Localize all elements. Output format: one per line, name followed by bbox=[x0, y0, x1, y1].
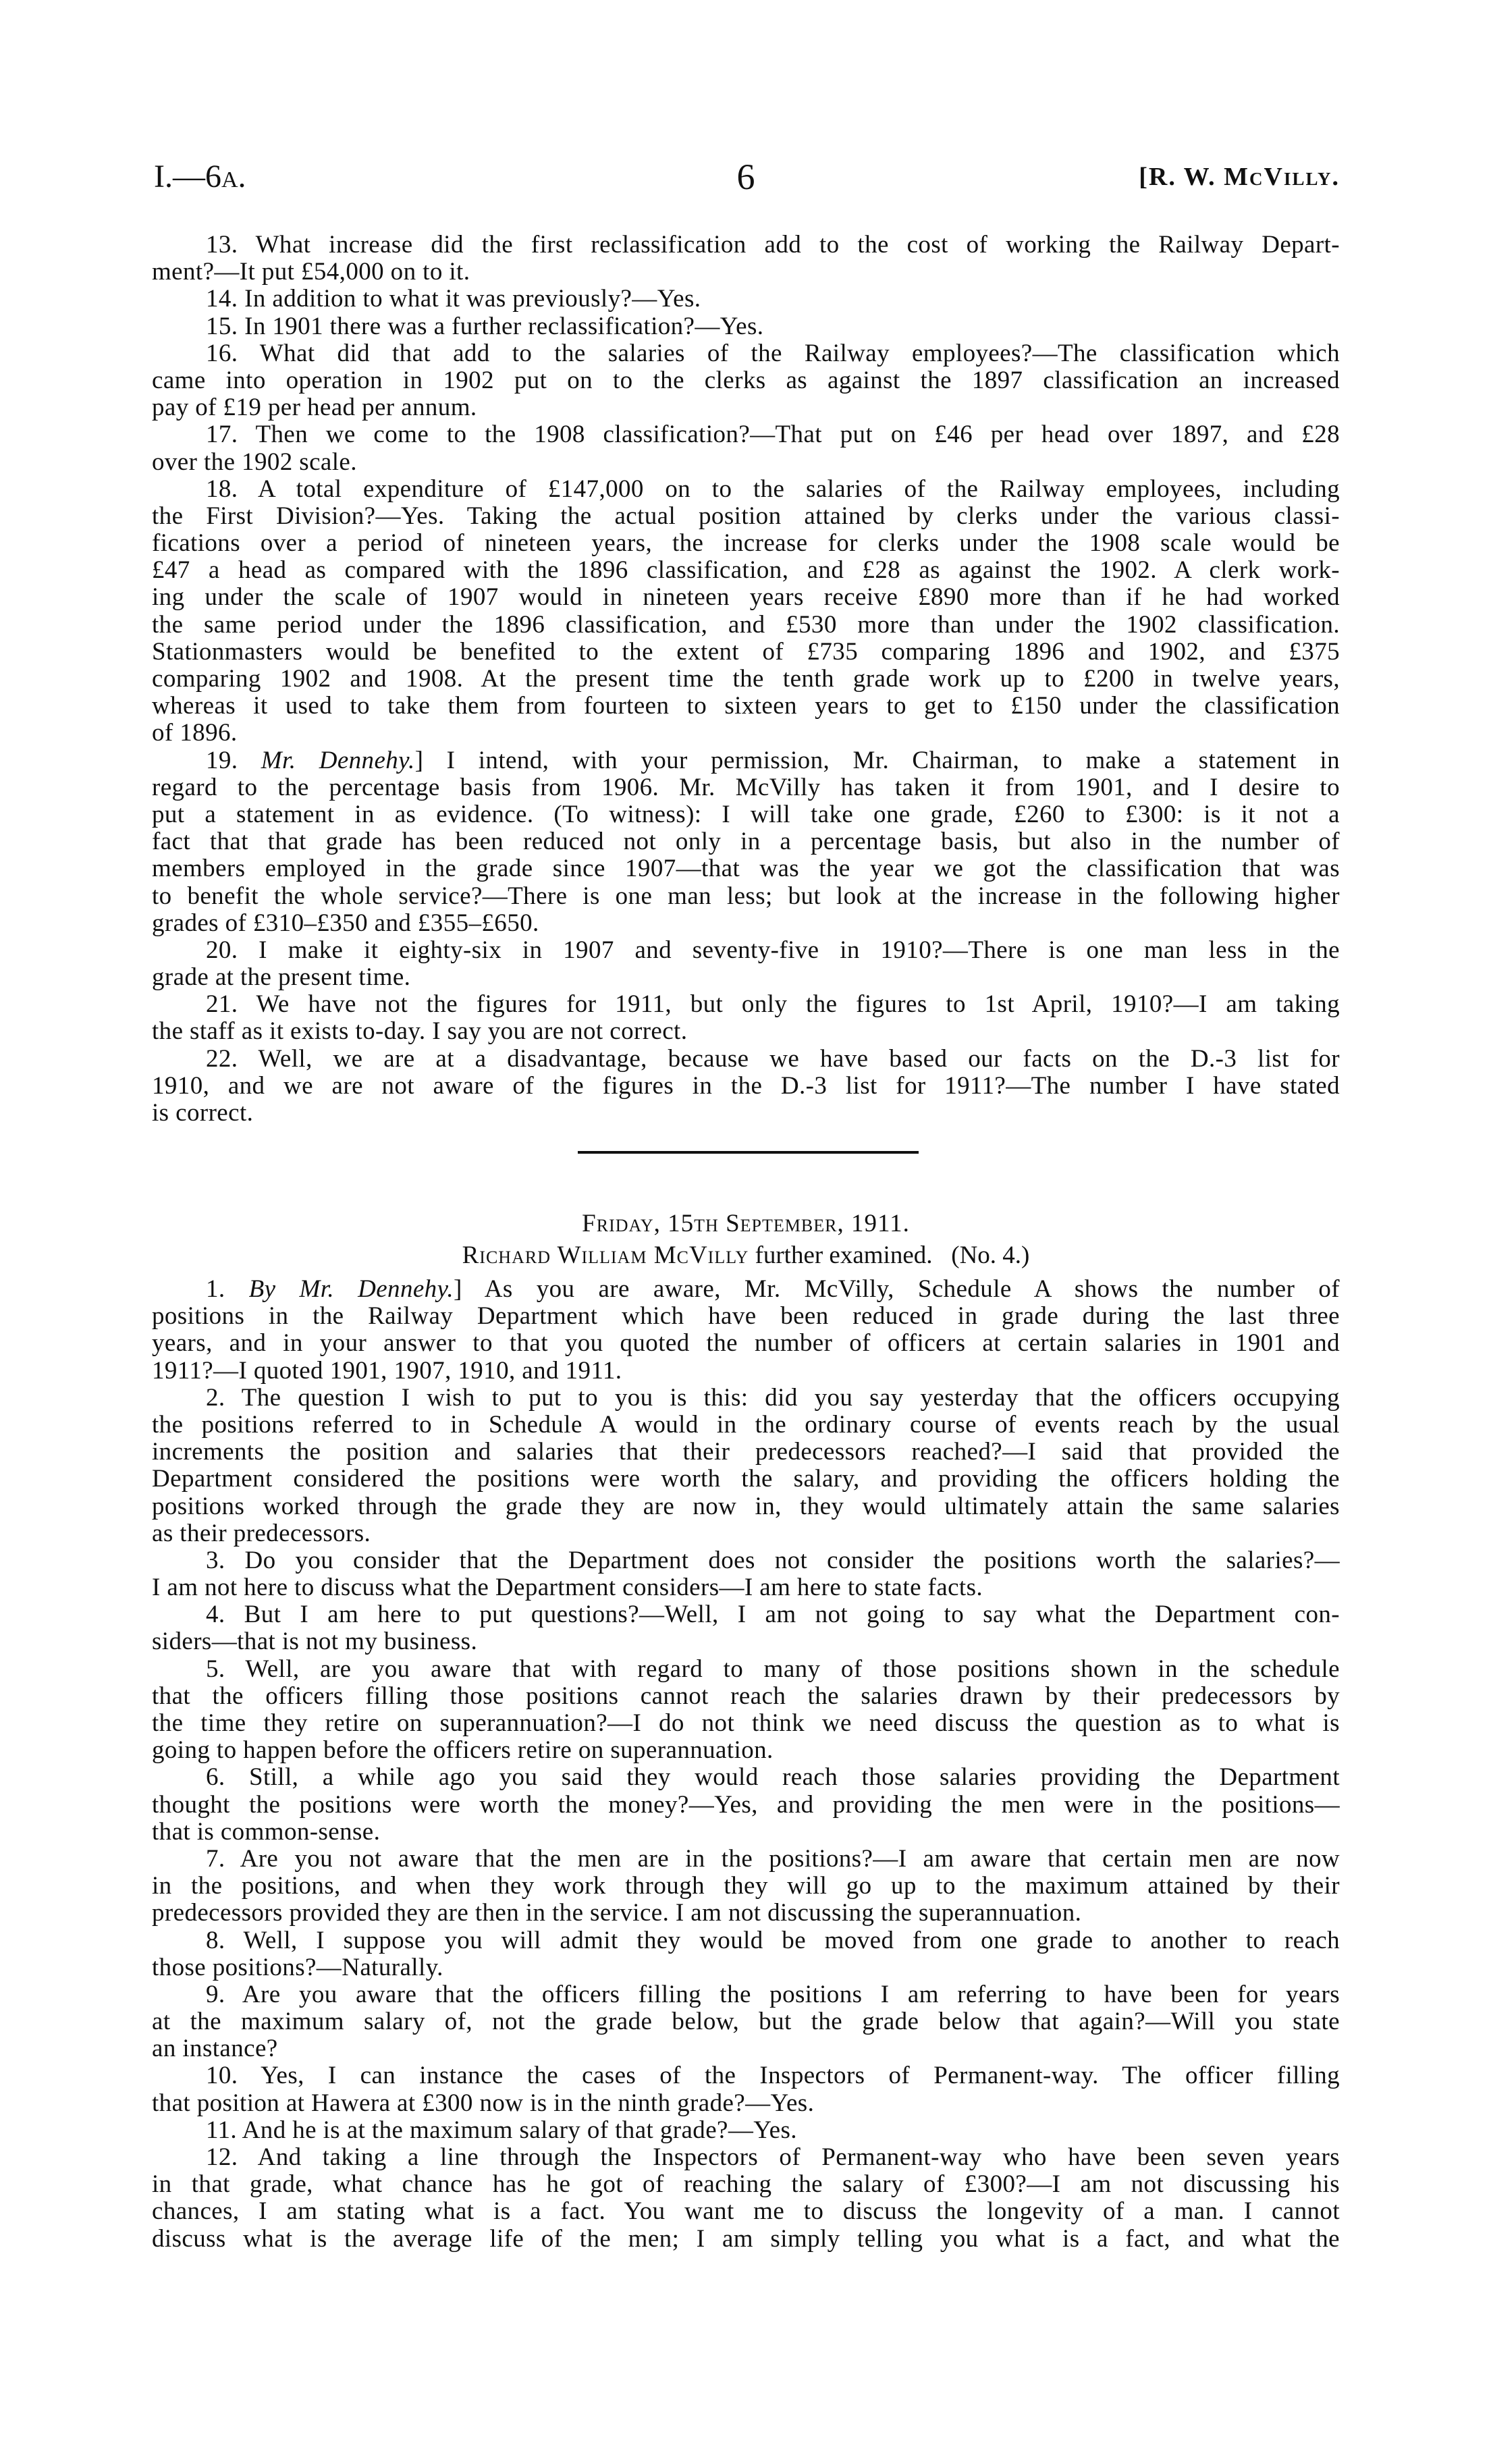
text-line: to benefit the whole service?—There is one man less; but look at the increase in the following higher bbox=[152, 882, 1340, 910]
text-line: comparing 1902 and 1908. At the present time the tenth grade work up to £200 in twelve years, bbox=[152, 665, 1340, 693]
line-text: ] As you are aware, Mr. McVilly, Schedule A shows the number of bbox=[454, 1275, 1340, 1303]
text-line: that is common-sense. bbox=[152, 1817, 381, 1846]
evidence-paragraph bbox=[152, 232, 1340, 286]
witness-heading bbox=[152, 1241, 1340, 1270]
text-line: 3. Do you consider that the Department does not consider the positions worth the salaries?— bbox=[206, 1546, 1340, 1574]
text-line: ment?—It put £54,000 on to it. bbox=[152, 258, 470, 286]
text-line: those positions?—Naturally. bbox=[152, 1953, 443, 1981]
examiner-name: By Mr. Dennehy. bbox=[248, 1275, 454, 1303]
text-line: at the maximum salary of, not the grade below, but the grade below that again?—Will you state bbox=[152, 2008, 1340, 2036]
text-line: £47 a head as compared with the 1896 classification, and £28 as against the 1902. A clerk work- bbox=[152, 556, 1340, 585]
question-number: 1. bbox=[206, 1275, 249, 1303]
text-line: 16. What did that add to the salaries of the Railway employees?—The classification which bbox=[206, 339, 1340, 367]
text-line: in the positions, and when they work through they will go up to the maximum attained by their bbox=[152, 1872, 1340, 1900]
text-line: over the 1902 scale. bbox=[152, 448, 357, 476]
text-line: whereas it used to take them from fourteen to sixteen years to get to £150 under the classification bbox=[152, 692, 1340, 720]
text-line: 4. But I am here to put questions?—Well, I am not going to say what the Department con- bbox=[206, 1601, 1340, 1629]
text-line bbox=[152, 747, 1340, 774]
text-line: grade at the present time. bbox=[152, 963, 411, 992]
text-line: thought the positions were worth the money?—Yes, and providing the men were in the positions— bbox=[152, 1790, 1340, 1819]
text-line: 1911?—I quoted 1901, 1907, 1910, and 1911. bbox=[152, 1356, 622, 1385]
evidence-paragraph bbox=[152, 1385, 1340, 1547]
paper-reference bbox=[154, 157, 246, 197]
evidence-paragraph bbox=[152, 1981, 1340, 2063]
paper-reference-main: I.—6 bbox=[154, 159, 221, 194]
text-line: fact that that grade has been reduced not only in a percentage basis, but also in the number of bbox=[152, 828, 1340, 856]
evidence-paragraph bbox=[152, 286, 1340, 313]
text-line: an instance? bbox=[152, 2035, 278, 2063]
page-number: 6 bbox=[736, 157, 755, 197]
text-line: going to happen before the officers retire on superannuation. bbox=[152, 1736, 774, 1765]
evidence-paragraph bbox=[152, 1927, 1340, 1981]
text-line: positions worked through the grade they are now in, they would ultimately attain the same salaries bbox=[152, 1492, 1340, 1520]
text-line: increments the position and salaries that their predecessors reached?—I said that provided the bbox=[152, 1438, 1340, 1466]
text-line: 13. What increase did the first reclassification add to the cost of working the Railway Depart- bbox=[206, 231, 1340, 259]
text-line: regard to the percentage basis from 1906. Mr. McVilly has taken it from 1901, and I desire to bbox=[152, 773, 1340, 801]
evidence-paragraph bbox=[152, 2062, 1340, 2116]
text-line: is correct. bbox=[152, 1099, 254, 1127]
text-line: discuss what is the average life of the men; I am simply telling you what is a fact, and what the bbox=[152, 2224, 1340, 2253]
text-line: predecessors provided they are then in the service. I am not discussing the superannuation. bbox=[152, 1899, 1082, 1927]
text-line: came into operation in 1902 put on to the clerks as against the 1897 classification an increased bbox=[152, 366, 1340, 394]
text-line: the staff as it exists to-day. I say you are not correct. bbox=[152, 1017, 688, 1046]
evidence-paragraph bbox=[152, 340, 1340, 422]
text-line: that position at Hawera at £300 now is in the ninth grade?—Yes. bbox=[152, 2089, 815, 2117]
text-line: ing under the scale of 1907 would in nineteen years receive £890 more than if he had worked bbox=[152, 583, 1340, 612]
evidence-section-2 bbox=[152, 1276, 1340, 2253]
text-line: Stationmasters would be benefited to the extent of £735 comparing 1896 and 1902, and £375 bbox=[152, 637, 1340, 666]
text-line: put a statement in as evidence. (To witness): I will take one grade, £260 to £300: is it not a bbox=[152, 800, 1340, 828]
witness-name: Richard William McVilly bbox=[462, 1241, 749, 1269]
text-line: 21. We have not the figures for 1911, but only the figures to 1st April, 1910?—I am taking bbox=[206, 990, 1340, 1019]
evidence-paragraph bbox=[152, 1656, 1340, 1765]
text-line: 11. And he is at the maximum salary of that grade?—Yes. bbox=[206, 2116, 797, 2144]
evidence-paragraph bbox=[152, 476, 1340, 747]
evidence-paragraph bbox=[152, 747, 1340, 937]
evidence-paragraph bbox=[152, 991, 1340, 1045]
text-line: fications over a period of nineteen years, the increase for clerks under the 1908 scale would be bbox=[152, 529, 1340, 558]
text-line: 12. And taking a line through the Inspectors of Permanent-way who have been seven years bbox=[206, 2143, 1340, 2171]
text-line: 20. I make it eighty-six in 1907 and seventy-five in 1910?—There is one man less in the bbox=[206, 936, 1340, 964]
text-line: 8. Well, I suppose you will admit they would be moved from one grade to another to reach bbox=[206, 1926, 1340, 1954]
evidence-paragraph bbox=[152, 1601, 1340, 1655]
text-line: members employed in the grade since 1907—that was the year we got the classification that was bbox=[152, 855, 1340, 883]
text-line: 10. Yes, I can instance the cases of the Inspectors of Permanent-way. The officer filling bbox=[206, 2062, 1340, 2090]
paper-reference-suffix: a. bbox=[221, 159, 246, 194]
evidence-paragraph bbox=[152, 1276, 1340, 1385]
section-divider bbox=[578, 1151, 919, 1154]
evidence-paragraph bbox=[152, 1046, 1340, 1127]
text-line bbox=[152, 1276, 1340, 1303]
line-text: ] I intend, with your permission, Mr. Chairman, to make a statement in bbox=[414, 746, 1340, 774]
evidence-paragraph bbox=[152, 2144, 1340, 2253]
text-line: the First Division?—Yes. Taking the actual position attained by clerks under the various classi- bbox=[152, 502, 1340, 530]
text-line: 1910, and we are not aware of the figures in the D.-3 list for 1911?—The number I have stated bbox=[152, 1071, 1340, 1100]
evidence-paragraph bbox=[152, 1846, 1340, 1927]
evidence-paragraph bbox=[152, 313, 1340, 340]
text-line: Department considered the positions were worth the salary, and providing the officers holding the bbox=[152, 1465, 1340, 1493]
text-line: of 1896. bbox=[152, 719, 238, 747]
examiner-name: Mr. Dennehy. bbox=[261, 746, 415, 774]
witness-status: further examined. (No. 4.) bbox=[749, 1241, 1030, 1269]
question-number: 19. bbox=[206, 746, 261, 774]
evidence-paragraph bbox=[152, 1764, 1340, 1846]
text-line: 9. Are you aware that the officers filling the positions I am referring to have been for years bbox=[206, 1980, 1340, 2008]
text-line: chances, I am stating what is a fact. You want me to discuss the longevity of a man. I cannot bbox=[152, 2197, 1340, 2226]
text-line: as their predecessors. bbox=[152, 1519, 371, 1547]
text-line: pay of £19 per head per annum. bbox=[152, 394, 477, 422]
text-line: 6. Still, a while ago you said they would reach those salaries providing the Department bbox=[206, 1763, 1340, 1792]
text-line: positions in the Railway Department which have been reduced in grade during the last three bbox=[152, 1302, 1340, 1331]
evidence-paragraph bbox=[152, 1547, 1340, 1601]
text-line: 2. The question I wish to put to you is this: did you say yesterday that the officers occupying bbox=[206, 1383, 1340, 1412]
text-line: grades of £310–£350 and £355–£650. bbox=[152, 909, 539, 937]
text-line: the time they retire on superannuation?—I do not think we need discuss the question as to what is bbox=[152, 1709, 1340, 1737]
running-head: [R. W. McVilly. bbox=[1139, 163, 1340, 191]
text-line: 5. Well, are you aware that with regard to many of those positions shown in the schedule bbox=[206, 1655, 1340, 1683]
text-line: years, and in your answer to that you quoted the number of officers at certain salaries in 1901 and bbox=[152, 1329, 1340, 1358]
text-line: that the officers filling those positions cannot reach the salaries drawn by their predecessors by bbox=[152, 1682, 1340, 1710]
text-line: in that grade, what chance has he got of reaching the salary of £300?—I am not discussing his bbox=[152, 2170, 1340, 2199]
text-line: 7. Are you not aware that the men are in the positions?—I am aware that certain men are now bbox=[206, 1844, 1340, 1873]
text-line: 14. In addition to what it was previously?—Yes. bbox=[206, 285, 701, 313]
evidence-section-1 bbox=[152, 232, 1340, 1127]
sitting-date-heading: Friday, 15th September, 1911. bbox=[582, 1210, 910, 1237]
text-line: the positions referred to in Schedule A would in the ordinary course of events reach by the usual bbox=[152, 1410, 1340, 1439]
evidence-paragraph bbox=[152, 2117, 1340, 2144]
text-line: 17. Then we come to the 1908 classification?—That put on £46 per head over 1897, and £28 bbox=[206, 421, 1340, 449]
text-line: 22. Well, we are at a disadvantage, because we have based our facts on the D.-3 list for bbox=[206, 1044, 1340, 1073]
text-line: 18. A total expenditure of £147,000 on to the salaries of the Railway employees, including bbox=[206, 475, 1340, 503]
text-line: 15. In 1901 there was a further reclassification?—Yes. bbox=[206, 312, 764, 340]
evidence-paragraph bbox=[152, 937, 1340, 991]
text-line: the same period under the 1896 classification, and £530 more than under the 1902 classification. bbox=[152, 610, 1340, 639]
text-line: siders—that is not my business. bbox=[152, 1628, 478, 1656]
evidence-paragraph bbox=[152, 421, 1340, 475]
text-line: I am not here to discuss what the Department considers—I am here to state facts. bbox=[152, 1574, 983, 1602]
